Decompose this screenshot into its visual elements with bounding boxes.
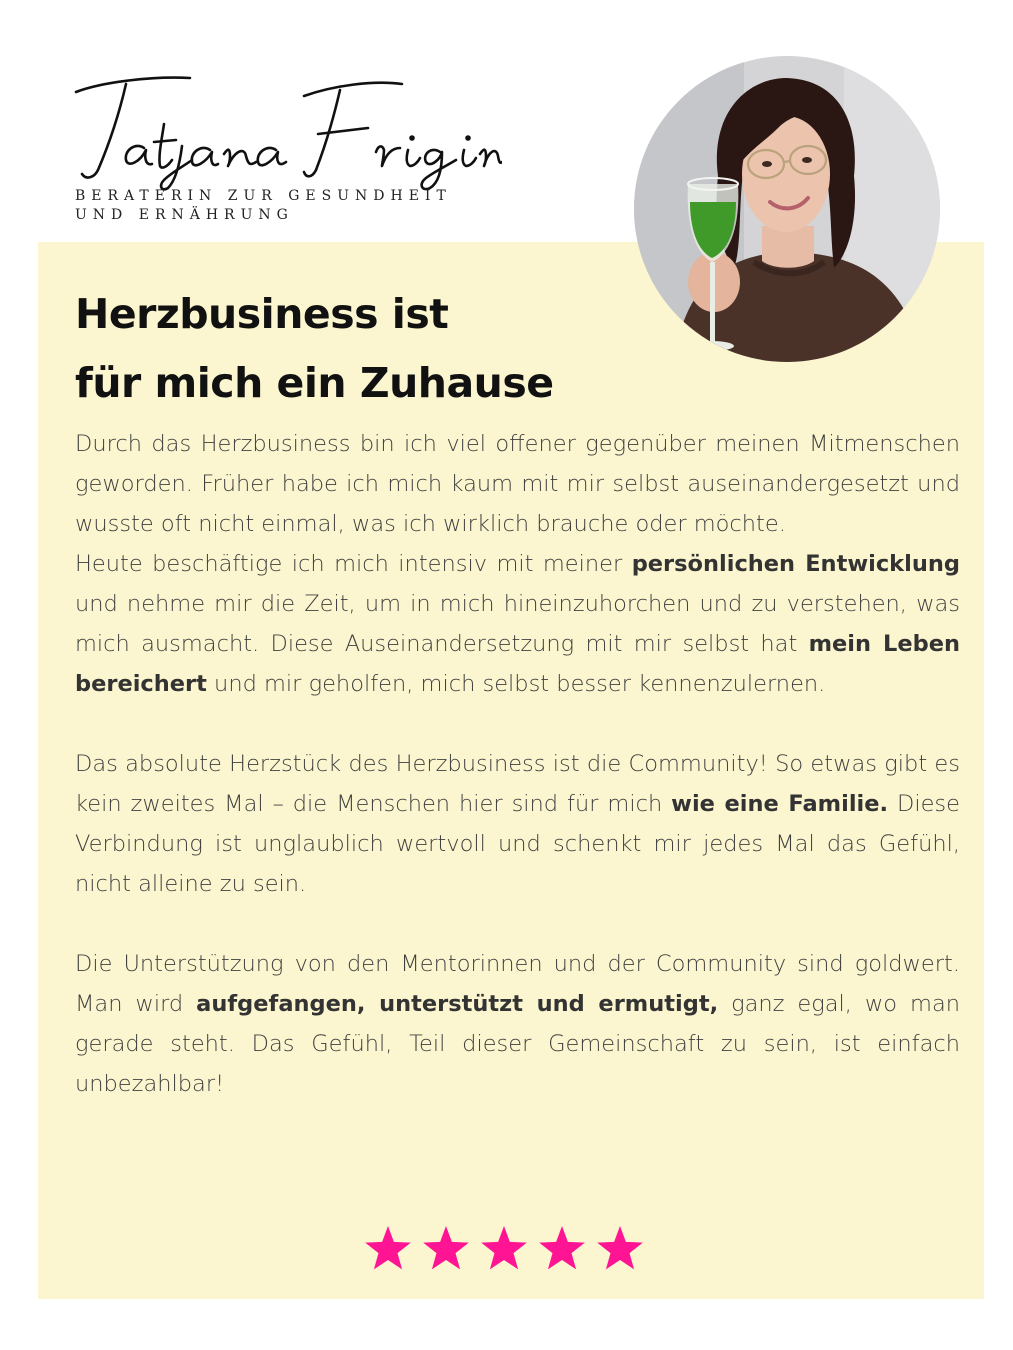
paragraph-3-text-a: Das absolute Herzstück des Herzbusiness ist die Community! So etwas gibt es kein zweites Mal – die Menschen hier sind für mich xyxy=(75,751,960,817)
brand-subtitle xyxy=(75,187,452,225)
star-icon xyxy=(479,1224,529,1274)
paragraph-4 xyxy=(75,944,960,1104)
signature-logo xyxy=(72,62,502,192)
paragraph-2-highlight-1: persönlichen Entwicklung xyxy=(631,551,960,577)
paragraph-2-text-b: und nehme mir die Zeit, um in mich hineinzuhorchen und zu verstehen, was mich ausmacht. Diese Auseinandersetzung mit mir selbst hat xyxy=(75,591,960,657)
star-rating xyxy=(363,1224,645,1274)
paragraph-gap xyxy=(75,704,960,744)
brand-subtitle-line2: UND ERNÄHRUNG xyxy=(75,207,294,223)
headline-line1: Herzbusiness ist xyxy=(75,290,449,338)
paragraph-4-text-b: ganz egal, wo man gerade steht. Das Gefühl, Teil dieser Gemeinschaft zu sein, ist einfach unbezahlbar! xyxy=(75,991,960,1097)
paragraph-3-text-b: Diese Verbindung ist unglaublich wertvoll und schenkt mir jedes Mal das Gefühl, nicht alleine zu sein. xyxy=(75,791,960,897)
star-icon xyxy=(537,1224,587,1274)
paragraph-3-highlight: wie eine Familie. xyxy=(671,791,889,817)
paragraph-gap xyxy=(75,904,960,944)
star-icon xyxy=(595,1224,645,1274)
paragraph-2-highlight-2: mein Leben bereichert xyxy=(75,631,960,697)
brand-subtitle-line1: BERATERIN ZUR GESUNDHEIT xyxy=(75,188,452,204)
paragraph-2 xyxy=(75,544,960,704)
paragraph-3 xyxy=(75,744,960,904)
headline-line2: für mich ein Zuhause xyxy=(75,359,554,407)
paragraph-2-text-c: und mir geholfen, mich selbst besser kennenzulernen. xyxy=(206,671,826,697)
testimonial-body xyxy=(75,424,960,1104)
paragraph-2-text-a: Heute beschäftige ich mich intensiv mit meiner xyxy=(75,551,632,577)
paragraph-4-text-a: Die Unterstützung von den Mentorinnen und der Community sind goldwert. Man wird xyxy=(75,951,960,1017)
star-icon xyxy=(363,1224,413,1274)
testimonial-headline xyxy=(75,280,554,418)
paragraph-1: Durch das Herzbusiness bin ich viel offener gegenüber meinen Mitmenschen geworden. Früher habe ich mich kaum mit mir selbst auseinandergesetzt und wusste oft nicht einmal, was ich wirklich brauche oder möchte. xyxy=(75,431,960,537)
paragraph-4-highlight: aufgefangen, unterstützt und ermutigt, xyxy=(196,991,719,1017)
portrait-photo xyxy=(634,56,940,362)
star-icon xyxy=(421,1224,471,1274)
